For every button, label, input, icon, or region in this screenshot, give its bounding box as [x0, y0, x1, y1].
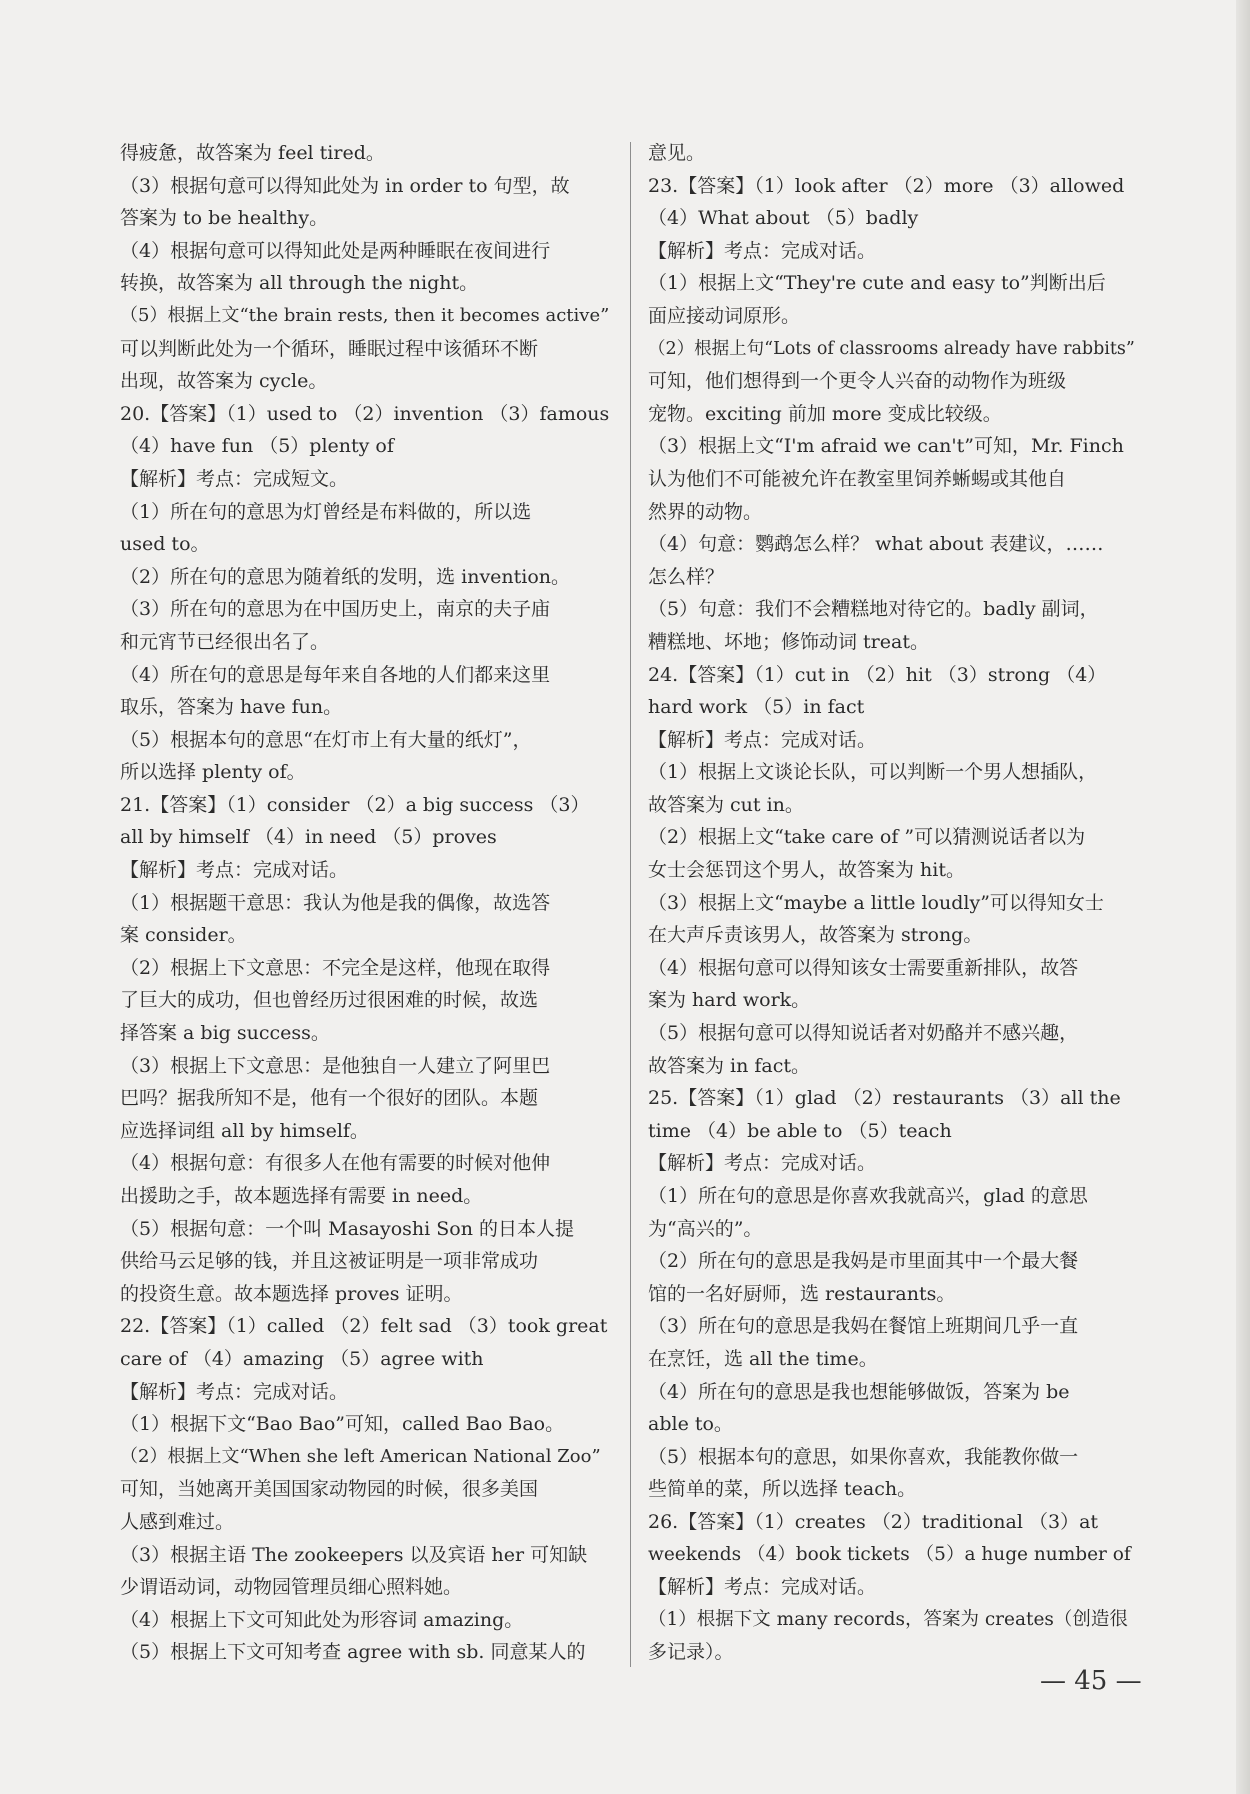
text-line: （2）根据上句“Lots of classrooms already have rabbits”: [648, 338, 1135, 359]
text-line: 【解析】考点：完成对话。: [648, 728, 877, 751]
text-line: （4）根据句意可以得知该女士需要重新排队，故答: [648, 956, 1079, 979]
text-line: 案 consider。: [120, 924, 247, 947]
text-line: （2）根据上文“When she left American National Zoo”: [120, 1445, 601, 1467]
text-line: （5）根据上下文可知考查 agree with sb. 同意某人的: [120, 1641, 586, 1664]
text-line: 女士会惩罚这个男人，故答案为 hit。: [648, 859, 965, 882]
text-line: 出现，故答案为 cycle。: [120, 370, 328, 393]
text-line: 认为他们不可能被允许在教室里饲养蜥蜴或其他自: [648, 467, 1067, 490]
text-line: （1）根据上文“They're cute and easy to”判断出后: [648, 272, 1106, 295]
text-line: （3）所在句的意思为在中国历史上，南京的夫子庙: [120, 598, 551, 621]
text-line: 多记录）。: [648, 1641, 734, 1664]
page-edge: [1236, 0, 1250, 1794]
text-line: （4）根据句意可以得知此处是两种睡眠在夜间进行: [120, 239, 551, 262]
text-line: 【解析】考点：完成对话。: [120, 1380, 349, 1403]
text-line: hard work （5）in fact: [648, 696, 865, 719]
text-line: （5）根据本句的意思，如果你喜欢，我能教你做一: [648, 1445, 1079, 1468]
text-line: 糟糕地、坏地；修饰动词 treat。: [648, 630, 929, 653]
text-line: 少谓语动词，动物园管理员细心照料她。: [120, 1576, 463, 1599]
text-line: （4）根据上下文可知此处为形容词 amazing。: [120, 1608, 524, 1631]
text-line: （2）根据上下文意思：不完全是这样，他现在取得: [120, 956, 551, 979]
text-line: （5）根据上文“the brain rests, then it becomes active”: [120, 304, 610, 326]
text-line: 转换，故答案为 all through the night。: [120, 272, 479, 295]
column-divider: [630, 142, 631, 1667]
text-line: 20.【答案】（1）used to （2）invention （3）famous: [120, 402, 610, 425]
text-line: time （4）be able to （5）teach: [648, 1119, 952, 1142]
text-line: 在大声斥责该男人，故答案为 strong。: [648, 924, 983, 947]
text-line: （1）所在句的意思是你喜欢我就高兴，glad 的意思: [648, 1185, 1088, 1207]
text-line: （5）根据句意可以得知说话者对奶酪并不感兴趣，: [648, 1022, 1079, 1045]
text-line: （2）根据上文“take care of ”可以猜测说话者以为: [648, 826, 1086, 849]
text-line: 和元宵节已经很出名了。: [120, 630, 330, 653]
text-line: 故答案为 in fact。: [648, 1054, 811, 1077]
text-line: 面应接动词原形。: [648, 304, 801, 327]
text-line: 21.【答案】（1）consider （2）a big success （3）: [120, 793, 590, 816]
text-line: （4）所在句的意思是我也想能够做饭，答案为 be: [648, 1380, 1070, 1403]
text-line: 供给马云足够的钱，并且这被证明是一项非常成功: [120, 1250, 539, 1273]
text-line: 些简单的菜，所以选择 teach。: [648, 1478, 917, 1501]
text-line: 取乐，答案为 have fun。: [120, 696, 343, 719]
text-line: 在烹饪，选 all the time。: [648, 1347, 878, 1370]
page-number: — 45 —: [1040, 1666, 1142, 1696]
text-line: （1）根据下文 many records，答案为 creates（创造很: [648, 1608, 1128, 1630]
text-line: （5）句意：我们不会糟糕地对待它的。badly 副词，: [648, 598, 1099, 621]
text-line: care of （4）amazing （5）agree with: [120, 1347, 484, 1370]
text-line: （5）根据句意：一个叫 Masayoshi Son 的日本人提: [120, 1217, 574, 1240]
text-line: 应选择词组 all by himself。: [120, 1119, 369, 1142]
text-line: 人感到难过。: [120, 1510, 235, 1533]
text-line: （3）根据句意可以得知此处为 in order to 句型，故: [120, 174, 570, 197]
text-line: （2）所在句的意思为随着纸的发明，选 invention。: [120, 565, 571, 588]
text-line: 了巨大的成功，但也曾经历过很困难的时候，故选: [120, 989, 539, 1012]
text-line: 可以判断此处为一个循环，睡眠过程中该循环不断: [120, 337, 539, 360]
text-line: 然界的动物。: [648, 500, 763, 523]
text-line: （4）句意：鹦鹉怎么样？ what about 表建议，……: [648, 533, 1104, 556]
text-line: （3）根据主语 The zookeepers 以及宾语 her 可知缺: [120, 1543, 588, 1566]
text-line: （2）所在句的意思是我妈是市里面其中一个最大餐: [648, 1250, 1079, 1273]
text-line: 所以选择 plenty of。: [120, 761, 306, 784]
text-line: 意见。: [648, 142, 706, 164]
text-line: （4）所在句的意思是每年来自各地的人们都来这里: [120, 663, 551, 686]
text-line: able to。: [648, 1413, 733, 1436]
text-line: 巴吗？据我所知不是，他有一个很好的团队。本题: [120, 1087, 539, 1110]
text-line: （1）根据题干意思：我认为他是我的偶像，故选答: [120, 891, 551, 914]
text-line: （1）根据上文谈论长队，可以判断一个男人想插队，: [648, 761, 1098, 784]
text-line: 【解析】考点：完成短文。: [120, 467, 349, 490]
text-line: 案为 hard work。: [648, 989, 811, 1012]
text-line: （1）所在句的意思为灯曾经是布料做的，所以选: [120, 500, 532, 523]
text-line: 25.【答案】（1）glad （2）restaurants （3）all the: [648, 1087, 1121, 1110]
text-line: （3）根据上文“maybe a little loudly”可以得知女士: [648, 891, 1104, 914]
text-line: 22.【答案】（1）called （2）felt sad （3）took great: [120, 1315, 608, 1338]
text-line: 【解析】考点：完成对话。: [648, 1152, 877, 1175]
text-line: （4）根据句意：有很多人在他有需要的时候对他伸: [120, 1152, 551, 1175]
text-line: all by himself （4）in need （5）proves: [120, 826, 497, 849]
text-line: 【解析】考点：完成对话。: [648, 239, 877, 262]
text-line: 答案为 to be healthy。: [120, 207, 329, 230]
text-line: （3）根据上下文意思：是他独自一人建立了阿里巴: [120, 1054, 551, 1077]
text-line: 24.【答案】（1）cut in （2）hit （3）strong （4）: [648, 663, 1107, 686]
text-line: 23.【答案】（1）look after （2）more （3）allowed: [648, 174, 1125, 197]
text-line: 得疲惫，故答案为 feel tired。: [120, 142, 385, 164]
text-line: （4）have fun （5）plenty of: [120, 435, 394, 458]
text-line: 出援助之手，故本题选择有需要 in need。: [120, 1185, 483, 1207]
text-line: used to。: [120, 533, 210, 556]
text-line: （5）根据本句的意思“在灯市上有大量的纸灯”，: [120, 728, 532, 751]
text-line: 馆的一名好厨师，选 restaurants。: [648, 1282, 956, 1305]
text-line: 的投资生意。故本题选择 proves 证明。: [120, 1282, 463, 1305]
text-line: 怎么样？: [648, 565, 725, 588]
text-line: 26.【答案】（1）creates （2）traditional （3）at: [648, 1510, 1099, 1533]
right-column: [648, 137, 1140, 1669]
text-line: 【解析】考点：完成对话。: [120, 859, 349, 882]
text-line: （4）What about （5）badly: [648, 207, 919, 230]
text-line: （1）根据下文“Bao Bao”可知，called Bao Bao。: [120, 1413, 565, 1436]
text-line: 择答案 a big success。: [120, 1022, 330, 1045]
text-line: （3）根据上文“I'm afraid we can't”可知，Mr. Finch: [648, 435, 1124, 458]
text-line: weekends （4）book tickets （5）a huge number of: [648, 1543, 1131, 1565]
text-line: 可知，他们想得到一个更令人兴奋的动物作为班级: [648, 370, 1067, 393]
text-line: 故答案为 cut in。: [648, 793, 804, 816]
text-line: 可知，当她离开美国国家动物园的时候，很多美国: [120, 1478, 539, 1501]
left-column: [120, 137, 613, 1669]
text-line: 宠物。exciting 前加 more 变成比较级。: [648, 402, 1002, 425]
text-line: 【解析】考点：完成对话。: [648, 1576, 877, 1599]
text-line: （3）所在句的意思是我妈在餐馆上班期间几乎一直: [648, 1315, 1079, 1338]
text-line: 为“高兴的”。: [648, 1217, 763, 1240]
